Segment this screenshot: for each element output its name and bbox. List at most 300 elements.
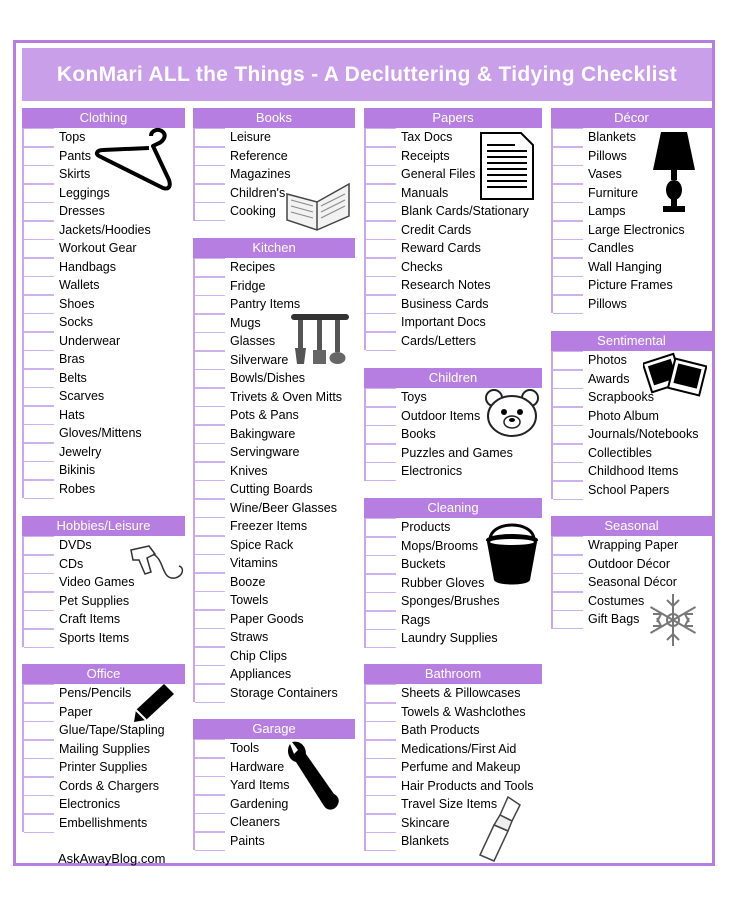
checklist-item-label: Large Electronics	[588, 222, 685, 237]
checkbox[interactable]	[366, 795, 396, 814]
checklist-item-label: Video Games	[59, 575, 135, 589]
checklist-item-label: Tops	[59, 130, 86, 144]
checklist-item	[24, 332, 185, 351]
checklist-item-label: Outdoor Décor	[588, 556, 670, 571]
checkbox[interactable]	[195, 369, 225, 388]
checklist-item	[366, 684, 542, 703]
checklist-item-label: Pantry Items	[230, 297, 301, 311]
checklist-item-label: Collectibles	[588, 445, 652, 460]
checklist-item	[24, 239, 185, 258]
checkbox[interactable]	[195, 573, 225, 592]
section-header-office: Office	[22, 664, 185, 684]
checklist-item-label: Scrapbooks	[588, 390, 655, 404]
checklist-item-label: Blank Cards/Stationary	[401, 204, 529, 218]
checklist-item-label: Robes	[59, 481, 96, 496]
checklist-item-label: Wrapping Paper	[588, 538, 679, 552]
checklist-item	[366, 313, 542, 332]
checklist-item-label: Silverware	[230, 352, 289, 367]
checklist-item-label: Straws	[230, 630, 269, 644]
checkbox[interactable]	[24, 165, 54, 184]
checkbox[interactable]	[195, 332, 225, 351]
checklist-item-label: Blankets	[588, 130, 636, 144]
checklist-item-label: Fridge	[230, 278, 266, 293]
checkbox[interactable]	[195, 128, 225, 147]
section-header-sentimental: Sentimental	[551, 331, 712, 351]
checkbox[interactable]	[553, 276, 583, 295]
checkbox[interactable]	[24, 276, 54, 295]
footer-site-name: AskAwayBlog.com	[58, 851, 166, 866]
bucket-icon	[484, 518, 540, 586]
checklist-item-label: Printer Supplies	[59, 760, 148, 774]
checkbox[interactable]	[553, 221, 583, 240]
checklist-item-label: Wall Hanging	[588, 259, 662, 274]
checklist-item-label: CDs	[59, 556, 84, 571]
section-header-clothing: Clothing	[22, 108, 185, 128]
checklist-item-label: Bras	[59, 352, 85, 366]
checkbox[interactable]	[366, 537, 396, 556]
checklist-item-label: Underwear	[59, 333, 121, 348]
checklist-item	[366, 721, 542, 740]
checklist-item-label: Mugs	[230, 315, 261, 330]
checkbox[interactable]	[366, 425, 396, 444]
checkbox[interactable]	[366, 444, 396, 463]
checkbox[interactable]	[195, 462, 225, 481]
checklist-item-label: Pots & Pans	[230, 408, 299, 422]
checkbox[interactable]	[24, 239, 54, 258]
checkbox[interactable]	[366, 832, 396, 851]
checkbox[interactable]	[24, 406, 54, 425]
checklist-item-label: Sheets & Pillowcases	[401, 686, 521, 700]
checkbox[interactable]	[195, 536, 225, 555]
checkbox[interactable]	[195, 665, 225, 684]
checkbox[interactable]	[195, 776, 225, 795]
checkbox[interactable]	[553, 258, 583, 277]
checklist-item-label: Checks	[401, 259, 443, 274]
checklist-item	[366, 703, 542, 722]
checkbox[interactable]	[24, 369, 54, 388]
checklist-item-label: Photo Album	[588, 408, 659, 423]
checkbox[interactable]	[24, 610, 54, 629]
checkbox[interactable]	[195, 425, 225, 444]
checklist-item	[366, 202, 542, 221]
checkbox[interactable]	[366, 703, 396, 722]
checklist-item-label: Laundry Supplies	[401, 631, 498, 645]
checklist-item	[24, 740, 185, 759]
checkbox[interactable]	[366, 407, 396, 426]
checkbox[interactable]	[24, 332, 54, 351]
checkbox[interactable]	[553, 592, 583, 611]
hanger-icon	[93, 126, 175, 196]
checklist-item	[24, 276, 185, 295]
checkbox[interactable]	[24, 795, 54, 814]
checkbox[interactable]	[553, 610, 583, 629]
checkbox[interactable]	[553, 536, 583, 555]
checklist-item-label: Tax Docs	[401, 130, 453, 144]
checkbox[interactable]	[195, 388, 225, 407]
checklist-item-label: Perfume and Makeup	[401, 760, 521, 774]
checklist-item	[195, 147, 355, 166]
checklist-item	[24, 350, 185, 369]
checkbox[interactable]	[366, 276, 396, 295]
checkbox[interactable]	[195, 628, 225, 647]
checklist-item-label: Belts	[59, 370, 87, 385]
checkbox[interactable]	[24, 461, 54, 480]
checkbox[interactable]	[366, 332, 396, 351]
checklist-item-label: Rags	[401, 612, 431, 627]
checklist-item	[24, 814, 185, 833]
checklist-item	[366, 740, 542, 759]
checklist-item-label: Credit Cards	[401, 222, 472, 237]
checkbox[interactable]	[24, 536, 54, 555]
checklist-item-label: Business Cards	[401, 296, 489, 311]
checkbox[interactable]	[195, 813, 225, 832]
checkbox[interactable]	[553, 147, 583, 166]
checkbox[interactable]	[553, 444, 583, 463]
checklist-item	[366, 332, 542, 351]
checkbox[interactable]	[366, 629, 396, 648]
checkbox[interactable]	[195, 499, 225, 518]
checklist-item-label: Cooking	[230, 204, 276, 218]
checklist-item	[553, 536, 712, 555]
checklist-item-label: Jewelry	[59, 444, 102, 459]
checklist-item-label: Childhood Items	[588, 464, 679, 478]
checklist-item	[366, 444, 542, 463]
checkbox[interactable]	[24, 184, 54, 203]
checkbox[interactable]	[195, 684, 225, 703]
checkbox[interactable]	[553, 555, 583, 574]
glue-gun-icon	[125, 540, 187, 592]
checklist-item-label: Handbags	[59, 259, 116, 274]
checkbox[interactable]	[195, 258, 225, 277]
checkbox[interactable]	[553, 165, 583, 184]
checkbox[interactable]	[366, 555, 396, 574]
checklist-item	[195, 647, 355, 666]
checklist-item	[195, 684, 355, 703]
checklist-item	[195, 388, 355, 407]
checklist-item	[24, 258, 185, 277]
checklist-item-label: Gift Bags	[588, 612, 640, 626]
checklist-item-label: Bath Products	[401, 723, 480, 737]
checklist-item	[195, 295, 355, 314]
checkbox[interactable]	[24, 629, 54, 648]
checklist-item-label: Children's	[230, 185, 286, 200]
section-header-kitchen: Kitchen	[193, 238, 355, 258]
checkbox[interactable]	[366, 313, 396, 332]
checkbox[interactable]	[195, 202, 225, 221]
checklist-item-label: Costumes	[588, 593, 645, 608]
checklist-item	[24, 387, 185, 406]
checklist-item-label: Embellishments	[59, 815, 148, 830]
checkbox[interactable]	[24, 480, 54, 499]
checklist-item-label: Pens/Pencils	[59, 686, 132, 700]
checklist-item-label: Blankets	[401, 834, 449, 848]
checklist-item	[195, 832, 355, 851]
checklist-item-label: Photos	[588, 353, 627, 367]
checkbox[interactable]	[553, 407, 583, 426]
checkbox[interactable]	[24, 202, 54, 221]
checklist-item-label: Cards/Letters	[401, 333, 477, 348]
checklist-item-label: Important Docs	[401, 315, 486, 329]
checklist-item	[195, 443, 355, 462]
checkbox[interactable]	[24, 128, 54, 147]
checklist-item-label: Tools	[230, 741, 260, 755]
checkbox[interactable]	[366, 574, 396, 593]
checklist-item-label: Picture Frames	[588, 278, 673, 292]
page-title: KonMari ALL the Things - A Decluttering & Tidying Checklist	[22, 48, 712, 101]
checklist-item-label: Awards	[588, 371, 630, 386]
checklist-item-label: DVDs	[59, 538, 92, 552]
checklist-item-label: Cleaners	[230, 815, 281, 829]
checkbox[interactable]	[366, 462, 396, 481]
section-header-decor: Décor	[551, 108, 712, 128]
checklist-item	[195, 536, 355, 555]
checkbox[interactable]	[24, 777, 54, 796]
checklist-item-label: Freezer Items	[230, 519, 308, 533]
checklist-item	[24, 443, 185, 462]
checklist-item-label: Recipes	[230, 260, 276, 274]
open-book-icon	[283, 180, 353, 232]
checkbox[interactable]	[24, 147, 54, 166]
checklist-item-label: Lamps	[588, 204, 626, 218]
checkbox[interactable]	[195, 351, 225, 370]
checklist-item-label: Bowls/Dishes	[230, 371, 306, 385]
checkbox[interactable]	[195, 610, 225, 629]
snowflake-icon	[645, 592, 701, 648]
checkbox[interactable]	[366, 518, 396, 537]
checklist-item-label: Scarves	[59, 389, 105, 403]
checkbox[interactable]	[195, 295, 225, 314]
checkbox[interactable]	[195, 184, 225, 203]
checkbox[interactable]	[366, 777, 396, 796]
checkbox[interactable]	[195, 480, 225, 499]
checklist-item-label: Hats	[59, 407, 85, 422]
checklist-item-label: Cords & Chargers	[59, 778, 160, 793]
checkbox[interactable]	[553, 462, 583, 481]
checklist-item-label: Pet Supplies	[59, 593, 130, 608]
checklist-item-label: Chip Clips	[230, 648, 287, 663]
checklist-item	[24, 758, 185, 777]
checklist-item-label: Journals/Notebooks	[588, 427, 699, 441]
checkbox[interactable]	[24, 350, 54, 369]
checklist-item-label: Mops/Brooms	[401, 538, 479, 553]
checkbox[interactable]	[366, 684, 396, 703]
checklist-item-label: Reward Cards	[401, 241, 481, 255]
checklist-item-label: Wallets	[59, 278, 100, 292]
checklist-item	[195, 258, 355, 277]
checklist-item	[195, 591, 355, 610]
checkbox[interactable]	[366, 295, 396, 314]
checklist-item	[24, 221, 185, 240]
checkbox[interactable]	[24, 758, 54, 777]
checkbox[interactable]	[553, 184, 583, 203]
checkbox[interactable]	[366, 128, 396, 147]
checklist-item-label: Workout Gear	[59, 241, 137, 255]
section-header-garage: Garage	[193, 719, 355, 739]
document-icon	[479, 131, 535, 201]
checklist-item-label: School Papers	[588, 482, 670, 497]
section-header-hobbies: Hobbies/Leisure	[22, 516, 185, 536]
checklist-item-label: Cutting Boards	[230, 482, 313, 496]
checklist-item	[24, 461, 185, 480]
checkbox[interactable]	[366, 147, 396, 166]
checkbox[interactable]	[366, 611, 396, 630]
checkbox[interactable]	[553, 370, 583, 389]
checklist-item	[24, 480, 185, 499]
checkbox[interactable]	[195, 832, 225, 851]
checklist-item-label: Products	[401, 520, 451, 534]
checkbox[interactable]	[553, 202, 583, 221]
checkbox[interactable]	[553, 239, 583, 258]
checkbox[interactable]	[195, 406, 225, 425]
checkbox[interactable]	[195, 554, 225, 573]
checklist-item-label: Shoes	[59, 296, 95, 311]
checklist-item-label: Leisure	[230, 130, 271, 144]
checkbox[interactable]	[24, 555, 54, 574]
checkbox[interactable]	[24, 721, 54, 740]
checkbox[interactable]	[366, 202, 396, 221]
checkbox[interactable]	[553, 351, 583, 370]
lamp-icon	[651, 130, 697, 214]
checklist-item	[24, 777, 185, 796]
checkbox[interactable]	[553, 128, 583, 147]
checkbox[interactable]	[366, 388, 396, 407]
checkbox[interactable]	[366, 165, 396, 184]
checklist-item	[195, 406, 355, 425]
checkbox[interactable]	[366, 221, 396, 240]
checklist-item	[195, 369, 355, 388]
checkbox[interactable]	[195, 147, 225, 166]
checkbox[interactable]	[195, 314, 225, 333]
checklist-item-label: Socks	[59, 315, 94, 329]
checklist-item	[366, 629, 542, 648]
checklist-item-label: Medications/First Aid	[401, 741, 517, 756]
checklist-item	[553, 295, 712, 314]
checklist-item-label: Rubber Gloves	[401, 575, 485, 590]
checklist-item-label: Candles	[588, 241, 634, 255]
checklist-item-label: Magazines	[230, 167, 291, 181]
checkbox[interactable]	[24, 295, 54, 314]
checklist-item	[553, 221, 712, 240]
checkbox[interactable]	[24, 740, 54, 759]
checklist-item-label: Trivets & Oven Mitts	[230, 389, 343, 404]
teddy-bear-icon	[484, 388, 540, 438]
checklist-item	[24, 795, 185, 814]
section-header-bathroom: Bathroom	[364, 664, 542, 684]
checklist-item	[366, 462, 542, 481]
checkbox[interactable]	[553, 295, 583, 314]
checklist-item	[366, 221, 542, 240]
checklist-item-label: Bakingware	[230, 426, 296, 441]
checklist-item-label: Skirts	[59, 167, 91, 181]
checkbox[interactable]	[195, 795, 225, 814]
checkbox[interactable]	[366, 740, 396, 759]
checklist-item	[195, 499, 355, 518]
checkbox[interactable]	[24, 573, 54, 592]
checklist-item	[195, 462, 355, 481]
checklist-item-label: Hair Products and Tools	[401, 778, 534, 793]
checkbox[interactable]	[366, 184, 396, 203]
checkbox[interactable]	[195, 739, 225, 758]
checkbox[interactable]	[366, 758, 396, 777]
checkbox[interactable]	[553, 425, 583, 444]
checkbox[interactable]	[553, 388, 583, 407]
checklist-item	[553, 555, 712, 574]
checklist-item-label: Toys	[401, 390, 427, 404]
checkbox[interactable]	[195, 758, 225, 777]
checkbox[interactable]	[366, 258, 396, 277]
checkbox[interactable]	[195, 443, 225, 462]
checklist-item	[553, 276, 712, 295]
checklist-item	[24, 202, 185, 221]
checkbox[interactable]	[24, 258, 54, 277]
checklist-item-label: Research Notes	[401, 278, 491, 292]
checklist-item-label: Skincare	[401, 815, 450, 830]
checkbox[interactable]	[195, 277, 225, 296]
checklist-item-label: Dresses	[59, 204, 105, 218]
checklist-item-label: Electronics	[59, 797, 121, 811]
checkbox[interactable]	[24, 387, 54, 406]
checkbox[interactable]	[24, 684, 54, 703]
checklist-item-label: Sports Items	[59, 630, 130, 645]
checklist-item-label: Wine/Beer Glasses	[230, 500, 337, 515]
checkbox[interactable]	[24, 424, 54, 443]
checkbox[interactable]	[195, 517, 225, 536]
checklist-item-label: Hardware	[230, 759, 285, 774]
section-header-books: Books	[193, 108, 355, 128]
checklist-item	[195, 665, 355, 684]
checklist-item	[24, 424, 185, 443]
section-header-cleaning: Cleaning	[364, 498, 542, 518]
checkbox[interactable]	[24, 221, 54, 240]
checklist-item	[24, 592, 185, 611]
checkbox[interactable]	[24, 443, 54, 462]
checklist-item	[195, 554, 355, 573]
checkbox[interactable]	[24, 592, 54, 611]
checkbox[interactable]	[195, 647, 225, 666]
checklist-item-label: Paints	[230, 833, 265, 848]
checklist-item	[24, 295, 185, 314]
checkbox[interactable]	[24, 814, 54, 833]
checkbox[interactable]	[366, 592, 396, 611]
checklist-item-label: Appliances	[230, 667, 292, 681]
checklist-item	[24, 369, 185, 388]
checklist-item	[195, 813, 355, 832]
checklist-item	[366, 239, 542, 258]
checklist-item-label: Pants	[59, 148, 91, 163]
checklist-item-label: Books	[401, 427, 436, 441]
checkbox[interactable]	[553, 573, 583, 592]
checkbox[interactable]	[366, 814, 396, 833]
checklist-item	[195, 628, 355, 647]
checklist-item-label: Bikinis	[59, 463, 96, 477]
lipstick-icon	[478, 795, 524, 865]
checkbox[interactable]	[195, 165, 225, 184]
checklist-item-label: Seasonal Décor	[588, 575, 677, 589]
checkbox[interactable]	[195, 591, 225, 610]
checkbox[interactable]	[366, 721, 396, 740]
checklist-item-label: Vases	[588, 167, 622, 181]
checkbox[interactable]	[24, 313, 54, 332]
section-kitchen	[193, 238, 355, 702]
checklist-item	[366, 295, 542, 314]
checklist-item	[24, 313, 185, 332]
checklist-item-label: Paper	[59, 704, 93, 719]
checklist-item	[24, 610, 185, 629]
checkbox[interactable]	[553, 481, 583, 500]
checkbox[interactable]	[366, 239, 396, 258]
checkbox[interactable]	[24, 703, 54, 722]
checklist-item-label: Glasses	[230, 334, 276, 348]
